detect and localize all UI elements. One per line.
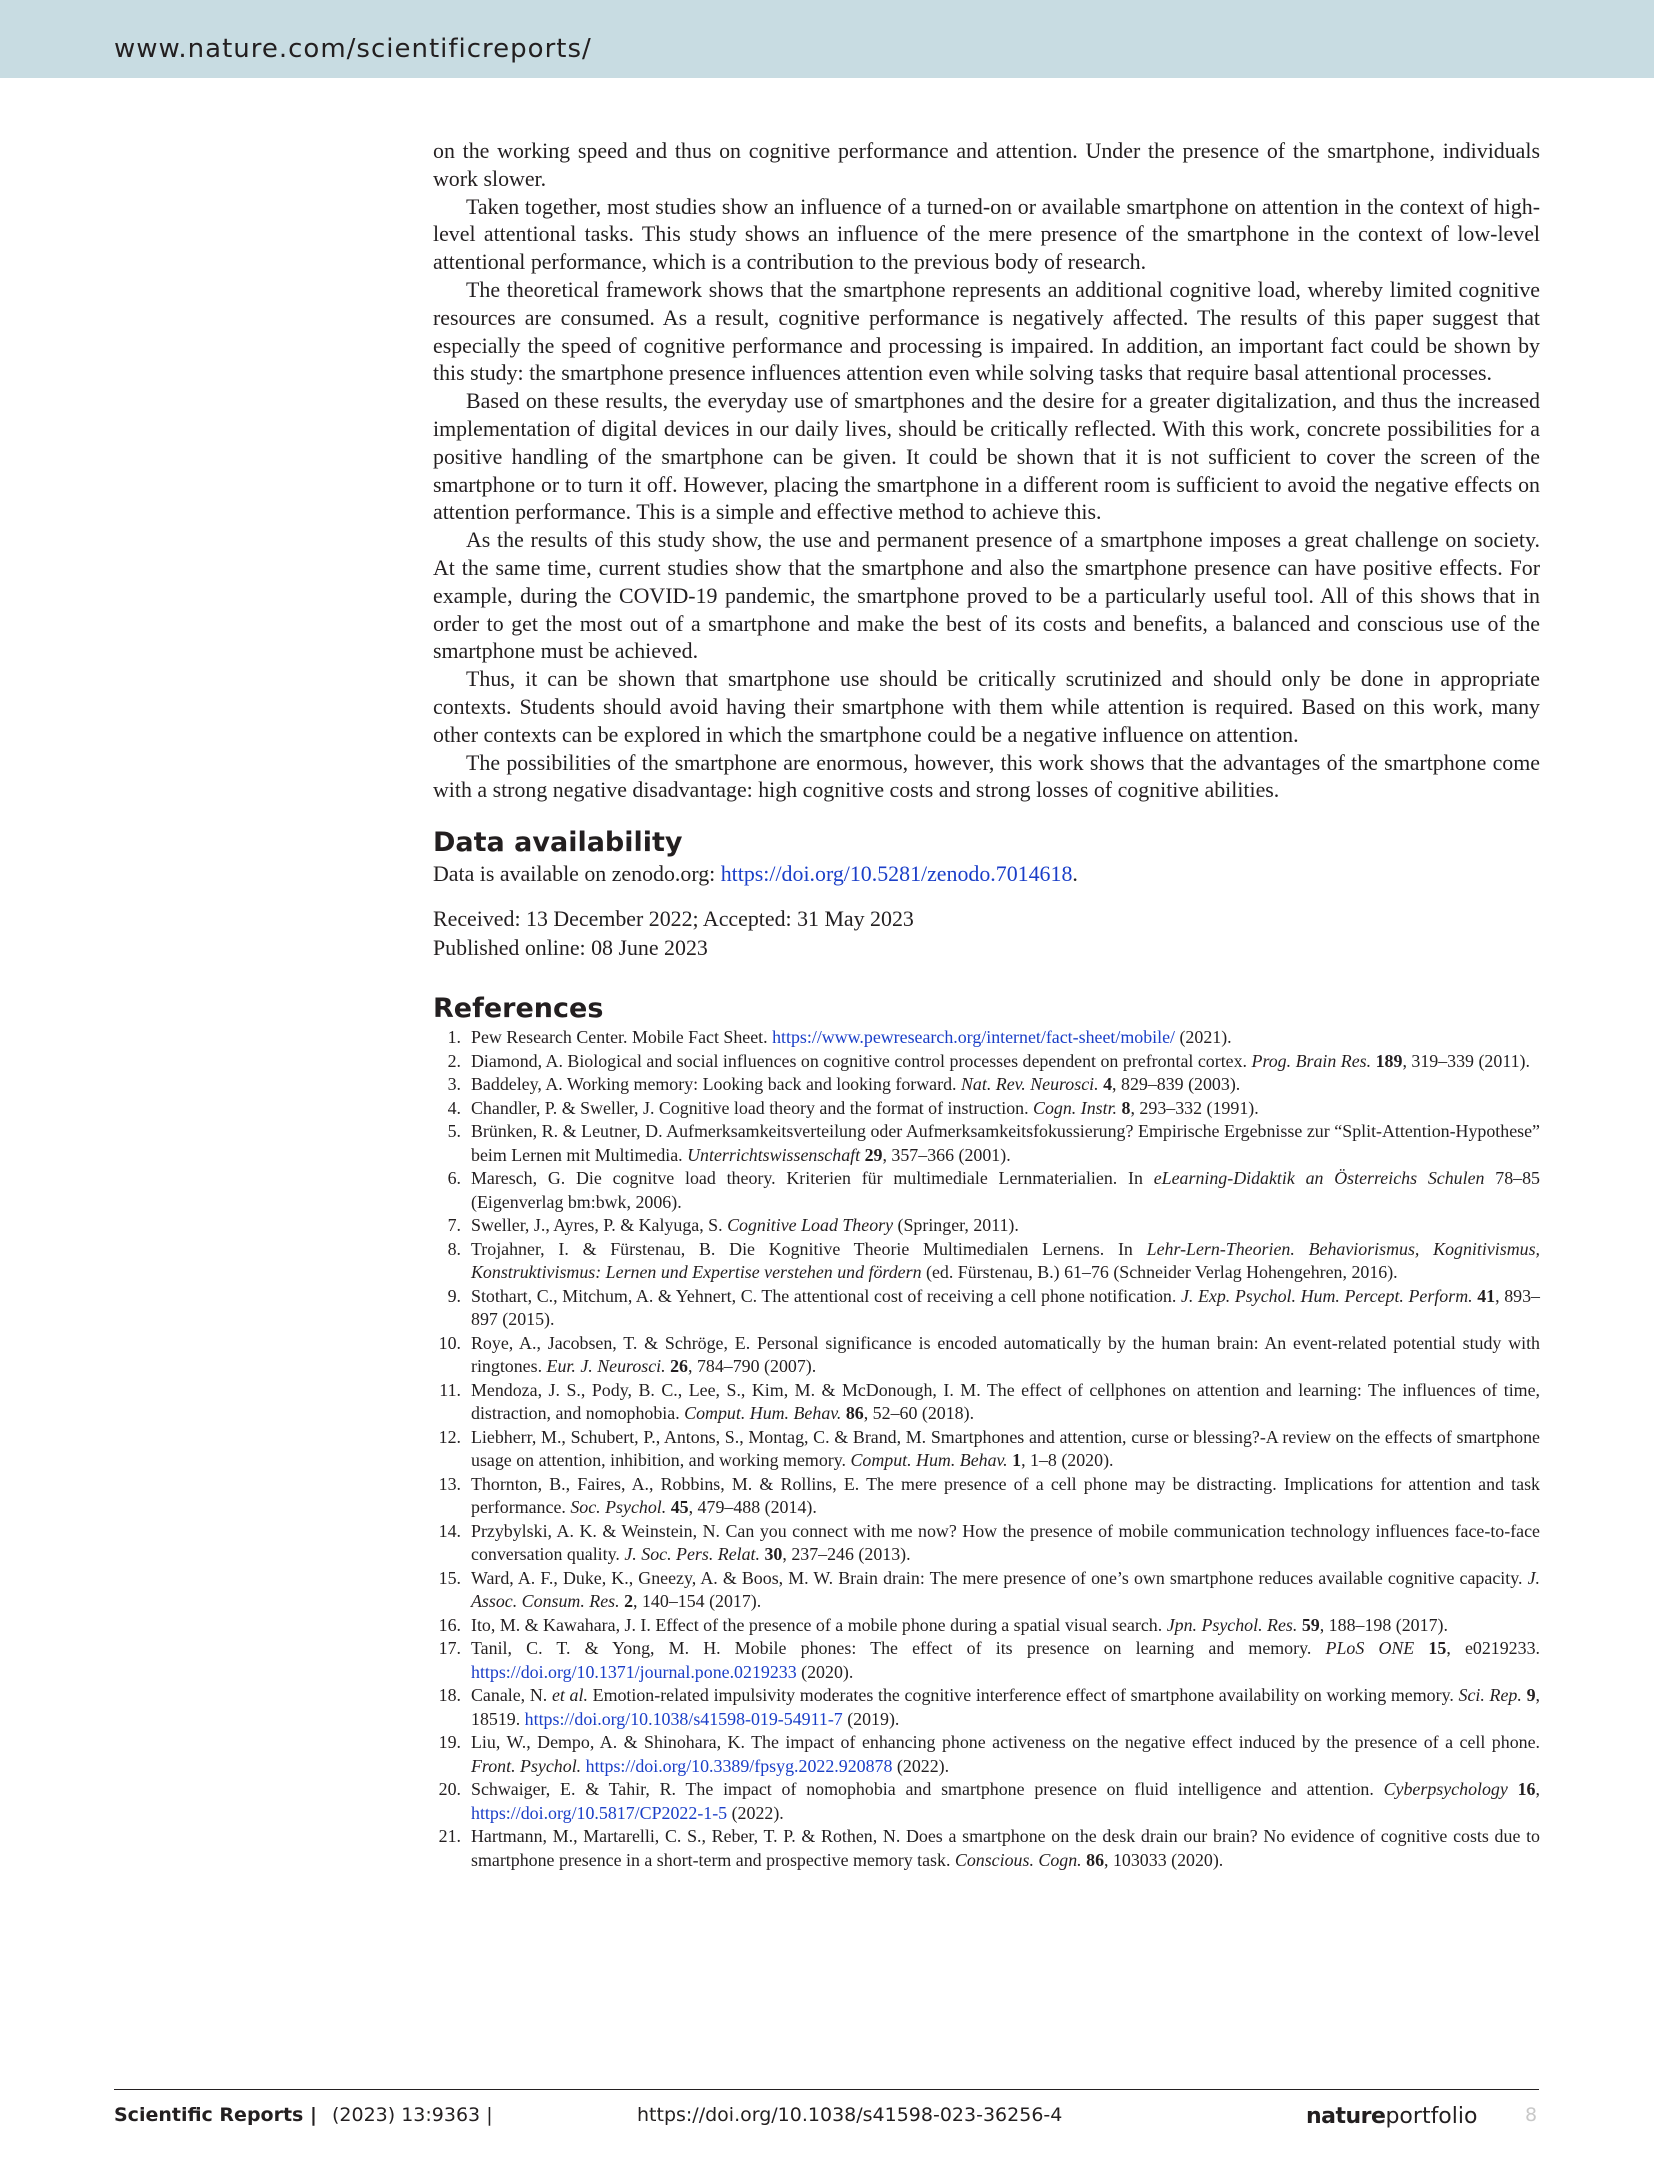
reference-text: 86 xyxy=(1086,1849,1105,1870)
reference-item xyxy=(433,1167,1540,1214)
reference-link[interactable]: https://doi.org/10.1038/s41598-019-54911-7 xyxy=(524,1708,843,1729)
reference-text: et al. xyxy=(551,1685,588,1706)
reference-text: Stothart, C., Mitchum, A. & Yehnert, C. The attentional cost of receiving a cell phone notification. xyxy=(471,1285,1181,1306)
reference-text: Conscious. Cogn. xyxy=(954,1849,1082,1870)
reference-text: Front. Psychol. xyxy=(471,1755,582,1776)
reference-text: 16 xyxy=(1517,1779,1536,1800)
reference-text: 45 xyxy=(670,1497,689,1518)
reference-text: Brünken, R. & Leutner, D. Aufmerksamkeitsverteilung oder Aufmerksamkeitsfokussierung? Empirische Ergebnisse zur “Split-Attention-Hypothese” beim Lernen mit Multimedia. xyxy=(471,1121,1540,1165)
body-paragraph: The theoretical framework shows that the smartphone represents an additional cognitive load, whereby limited cognitive resources are consumed. As a result, cognitive performance is negatively affected. The results of this paper suggest that especially the speed of cognitive performance and processing is impaired. In addition, an important fact could be shown by this study: the smartphone presence influences attention even while solving tasks that require basal attentional processes. xyxy=(433,276,1540,386)
reference-number: 6. xyxy=(447,1168,461,1189)
reference-number: 20. xyxy=(438,1779,461,1800)
reference-text: Pew Research Center. Mobile Fact Sheet. xyxy=(471,1027,773,1048)
reference-item xyxy=(433,1120,1540,1167)
reference-text: Sweller, J., Ayres, P. & Kalyuga, S. xyxy=(471,1215,728,1236)
reference-text: Cyberpsychology xyxy=(1383,1779,1508,1800)
reference-item xyxy=(433,1097,1540,1121)
footer-doi-link[interactable]: https://doi.org/10.1038/s41598-023-36256-4 xyxy=(637,2104,1063,2126)
reference-item xyxy=(433,1332,1540,1379)
reference-text: , 103033 (2020). xyxy=(1104,1849,1224,1870)
data-availability-text: Data is available on zenodo.org: https://doi.org/10.5281/zenodo.7014618. xyxy=(433,861,1078,887)
reference-text: Trojahner, I. & Fürstenau, B. Die Kognitive Theorie Multimedialen Lernens. In xyxy=(471,1238,1147,1259)
reference-text: Soc. Psychol. xyxy=(570,1497,667,1518)
reference-number: 16. xyxy=(438,1614,461,1635)
reference-text: Cognitive Load Theory xyxy=(727,1215,894,1236)
reference-text: , 893–897 (2015). xyxy=(471,1285,1540,1330)
references-list xyxy=(433,1026,1540,1872)
reference-text: Eur. J. Neurosci. xyxy=(546,1356,666,1377)
reference-item xyxy=(433,1214,1540,1238)
reference-text: , 188–198 (2017). xyxy=(1319,1614,1448,1635)
reference-text: 8 xyxy=(1121,1097,1131,1118)
reference-text: 41 xyxy=(1477,1285,1496,1306)
reference-text: Nat. Rev. Neurosci. xyxy=(960,1074,1099,1095)
reference-text xyxy=(1508,1779,1518,1799)
nature-portfolio-logo: natureportfolio xyxy=(1306,2104,1478,2129)
reference-text: Jpn. Psychol. Res. xyxy=(1166,1614,1298,1635)
reference-number: 17. xyxy=(438,1638,461,1659)
reference-text: 78–85 (Eigenverlag bm:bwk, 2006). xyxy=(471,1168,1540,1212)
reference-item xyxy=(433,1026,1540,1050)
reference-number: 8. xyxy=(447,1238,461,1259)
reference-item xyxy=(433,1285,1540,1332)
reference-text: Comput. Hum. Behav. xyxy=(850,1450,1008,1471)
reference-number: 18. xyxy=(438,1685,461,1706)
reference-number: 4. xyxy=(447,1097,461,1118)
reference-link[interactable]: https://doi.org/10.3389/fpsyg.2022.920878 xyxy=(585,1755,893,1776)
zenodo-link[interactable]: https://doi.org/10.5281/zenodo.7014618 xyxy=(720,861,1073,887)
body-paragraph: Taken together, most studies show an influence of a turned-on or available smartphone on attention in the context of high-level attentional tasks. This study shows an influence of the mere presence of the smartphone in the context of low-level attentional performance, which is a contribution to the previous body of research. xyxy=(433,193,1540,275)
reference-text: Liebherr, M., Schubert, P., Antons, S., Montag, C. & Brand, M. Smartphones and attention, curse or blessing?-A review on the effects of smartphone usage on attention, inhibition, and working memory. xyxy=(471,1426,1540,1471)
reference-text: , 829–839 (2003). xyxy=(1112,1074,1241,1095)
reference-text: (2019). xyxy=(842,1708,900,1729)
reference-item xyxy=(433,1238,1540,1285)
reference-number: 15. xyxy=(438,1567,461,1588)
reference-item xyxy=(433,1050,1540,1074)
reference-text: Canale, N. xyxy=(471,1685,552,1706)
reference-number: 9. xyxy=(447,1285,461,1306)
reference-text: Diamond, A. Biological and social influences on cognitive control processes dependent on prefrontal cortex. xyxy=(471,1050,1252,1071)
reference-text: Schwaiger, E. & Tahir, R. The impact of nomophobia and smartphone presence on fluid intelligence and attention. xyxy=(471,1779,1384,1800)
journal-url[interactable]: www.nature.com/scientificreports/ xyxy=(114,34,592,64)
reference-text: , xyxy=(1535,1779,1540,1800)
reference-text: Roye, A., Jacobsen, T. & Schröge, E. Personal significance is encoded automatically by the human brain: An event-related potential study with ringtones. xyxy=(471,1332,1540,1377)
reference-link[interactable]: https://doi.org/10.1371/journal.pone.0219233 xyxy=(471,1661,797,1682)
reference-text: 15 xyxy=(1428,1638,1447,1659)
reference-number: 21. xyxy=(438,1826,461,1847)
article-content xyxy=(433,137,1540,1872)
reference-item xyxy=(433,1426,1540,1473)
reference-item xyxy=(433,1379,1540,1426)
reference-number: 5. xyxy=(447,1121,461,1142)
reference-text: 189 xyxy=(1375,1050,1403,1071)
reference-text: 26 xyxy=(670,1356,688,1377)
reference-text: (2022). xyxy=(727,1802,784,1823)
reference-text: Unterrichtswissenschaft xyxy=(687,1144,861,1165)
reference-text: Mendoza, J. S., Pody, B. C., Lee, S., Kim, M. & McDonough, I. M. The effect of cellphones on attention and learning: The influences of time, distraction, and nomophobia. xyxy=(471,1379,1540,1424)
reference-text: , 479–488 (2014). xyxy=(688,1497,817,1518)
reference-text: 86 xyxy=(845,1403,864,1424)
body-paragraph: Based on these results, the everyday use of smartphones and the desire for a greater digitalization, and thus the increased implementation of digital devices in our daily lives, should be critically reflected. With this work, concrete possibilities for a positive handling of the smartphone can be given. It could be shown that it is not sufficient to cover the screen of the smartphone or to turn it off. However, placing the smartphone in a different room is sufficient to avoid the negative effects on attention performance. This is a simple and effective method to achieve this. xyxy=(433,388,1540,525)
reference-text: J. Assoc. Consum. Res. xyxy=(471,1567,1540,1612)
reference-text: J. Soc. Pers. Relat. xyxy=(624,1544,760,1565)
reference-number: 11. xyxy=(439,1379,461,1400)
reference-text: (2022). xyxy=(892,1755,950,1776)
body-paragraph: Thus, it can be shown that smartphone use should be critically scrutinized and should only be done in appropriate contexts. Students should avoid having their smartphone with them while attention is required. Based on this work, many other contexts can be explored in which the smartphone could be a negative influence on attention. xyxy=(433,666,1540,747)
references-heading: References xyxy=(433,993,604,1025)
reference-text: , 18519. xyxy=(471,1685,1540,1729)
reference-text: , e0219233. xyxy=(1446,1638,1540,1659)
reference-text: Chandler, P. & Sweller, J. Cognitive load theory and the format of instruction. xyxy=(471,1097,1034,1118)
reference-text: 59 xyxy=(1301,1614,1320,1635)
reference-text: Tanil, C. T. & Yong, M. H. Mobile phones: The effect of its presence on learning and memory. xyxy=(471,1638,1326,1659)
reference-number: 7. xyxy=(447,1215,461,1236)
published-date: Published online: 08 June 2023 xyxy=(433,934,708,960)
reference-text: Lehr-Lern-Theorien. Behaviorismus, Kognitivismus, Konstruktivismus: Lernen und Expertise verstehen und fördern xyxy=(471,1238,1540,1283)
reference-item xyxy=(433,1473,1540,1520)
reference-text: PLoS ONE xyxy=(1325,1638,1415,1659)
reference-text: 4 xyxy=(1103,1074,1113,1095)
reference-number: 14. xyxy=(438,1520,461,1541)
body-paragraph: As the results of this study show, the use and permanent presence of a smartphone imposes a great challenge on society. At the same time, current studies show that the smartphone and also the smartphone presence can have positive effects. For example, during the COVID-19 pandemic, the smartphone proved to be a particularly useful tool. All of this shows that in order to get the most out of a smartphone and make the best of its costs and benefits, a balanced and conscious use of the smartphone must be achieved. xyxy=(433,527,1540,664)
reference-text: (ed. Fürstenau, B.) 61–76 (Schneider Verlag Hohengehren, 2016). xyxy=(921,1262,1398,1283)
reference-item xyxy=(433,1520,1540,1567)
reference-text: 29 xyxy=(864,1144,883,1165)
reference-text: Sci. Rep. xyxy=(1458,1685,1522,1706)
reference-text: , 237–246 (2013). xyxy=(782,1544,911,1565)
reference-item xyxy=(433,1073,1540,1097)
reference-number: 10. xyxy=(438,1332,461,1353)
body-paragraph: on the working speed and thus on cognitive performance and attention. Under the presence of the smartphone, individuals work slower. xyxy=(433,138,1540,191)
body-text xyxy=(433,137,1540,804)
reference-text: , 357–366 (2001). xyxy=(882,1144,1011,1165)
reference-text: 1 xyxy=(1012,1450,1022,1471)
reference-number: 13. xyxy=(438,1473,461,1494)
reference-link[interactable]: https://doi.org/10.5817/CP2022-1-5 xyxy=(471,1802,728,1823)
reference-text: Ito, M. & Kawahara, J. I. Effect of the presence of a mobile phone during a spatial visual search. xyxy=(471,1614,1167,1635)
data-availability-heading: Data availability xyxy=(433,827,683,859)
reference-text: 2 xyxy=(624,1591,634,1612)
reference-text: Prog. Brain Res. xyxy=(1251,1050,1372,1071)
reference-item xyxy=(433,1637,1540,1684)
reference-item xyxy=(433,1731,1540,1778)
reference-text: Emotion-related impulsivity moderates the cognitive interference effect of smartphone availability on working memory. xyxy=(587,1685,1459,1706)
reference-text: (2020). xyxy=(796,1661,854,1682)
reference-text: Cogn. Instr. xyxy=(1033,1097,1118,1118)
reference-text: Baddeley, A. Working memory: Looking back and looking forward. xyxy=(471,1074,961,1095)
reference-text: Przybylski, A. K. & Weinstein, N. Can you connect with me now? How the presence of mobile communication technology influences face-to-face conversation quality. xyxy=(471,1520,1540,1565)
reference-text xyxy=(1414,1638,1428,1658)
reference-text: , 319–339 (2011). xyxy=(1402,1050,1530,1071)
reference-text: J. Exp. Psychol. Hum. Percept. Perform. xyxy=(1180,1285,1473,1306)
reference-item xyxy=(433,1614,1540,1638)
reference-text: Ward, A. F., Duke, K., Gneezy, A. & Boos, M. W. Brain drain: The mere presence of one’s own smartphone reduces available cognitive capacity. xyxy=(471,1567,1528,1588)
reference-text: , 784–790 (2007). xyxy=(688,1356,817,1377)
reference-text: 30 xyxy=(764,1544,783,1565)
reference-number: 12. xyxy=(438,1426,461,1447)
reference-item xyxy=(433,1778,1540,1825)
reference-number: 1. xyxy=(447,1027,461,1048)
reference-text: Comput. Hum. Behav. xyxy=(684,1403,842,1424)
reference-text: Maresch, G. Die cognitve load theory. Kriterien für multimediale Lernmaterialien. In xyxy=(471,1168,1154,1189)
reference-number: 2. xyxy=(447,1050,461,1071)
reference-text: Hartmann, M., Martarelli, C. S., Reber, T. P. & Rothen, N. Does a smartphone on the desk drain our brain? No evidence of cognitive costs due to smartphone presence in a short-term and prospective memory task. xyxy=(471,1826,1540,1870)
footer-divider xyxy=(114,2089,1539,2090)
received-accepted-date: Received: 13 December 2022; Accepted: 31 May 2023 xyxy=(433,906,914,932)
page-number: 8 xyxy=(1525,2104,1538,2126)
reference-text: 9 xyxy=(1526,1685,1536,1706)
reference-link[interactable]: https://www.pewresearch.org/internet/fact-sheet/mobile/ xyxy=(772,1027,1175,1048)
reference-text: Thornton, B., Faires, A., Robbins, M. & Rollins, E. The mere presence of a cell phone may be distracting. Implications for attention and task performance. xyxy=(471,1473,1540,1518)
reference-text: (2021). xyxy=(1175,1027,1232,1048)
reference-text: (Springer, 2011). xyxy=(893,1215,1019,1236)
reference-text: , 52–60 (2018). xyxy=(863,1403,975,1424)
footer-volume: (2023) 13:9363 | xyxy=(332,2104,493,2126)
reference-item xyxy=(433,1684,1540,1731)
reference-text: , 140–154 (2017). xyxy=(633,1591,762,1612)
reference-text: , 1–8 (2020). xyxy=(1021,1450,1114,1471)
page-header xyxy=(0,0,1654,78)
reference-number: 3. xyxy=(447,1074,461,1095)
reference-number: 19. xyxy=(438,1732,461,1753)
reference-text: eLearning-Didaktik an Österreichs Schulen xyxy=(1153,1168,1485,1189)
footer-journal: Scientific Reports | xyxy=(114,2104,317,2126)
reference-item xyxy=(433,1825,1540,1872)
reference-item xyxy=(433,1567,1540,1614)
reference-text: Liu, W., Dempo, A. & Shinohara, K. The impact of enhancing phone activeness on the negative effect induced by the presence of a cell phone. xyxy=(471,1732,1540,1753)
publication-dates xyxy=(433,905,1540,962)
reference-text: , 293–332 (1991). xyxy=(1130,1097,1259,1118)
body-paragraph: The possibilities of the smartphone are enormous, however, this work shows that the advantages of the smartphone come with a strong negative disadvantage: high cognitive costs and strong losses of cognitive abilities. xyxy=(433,749,1540,803)
